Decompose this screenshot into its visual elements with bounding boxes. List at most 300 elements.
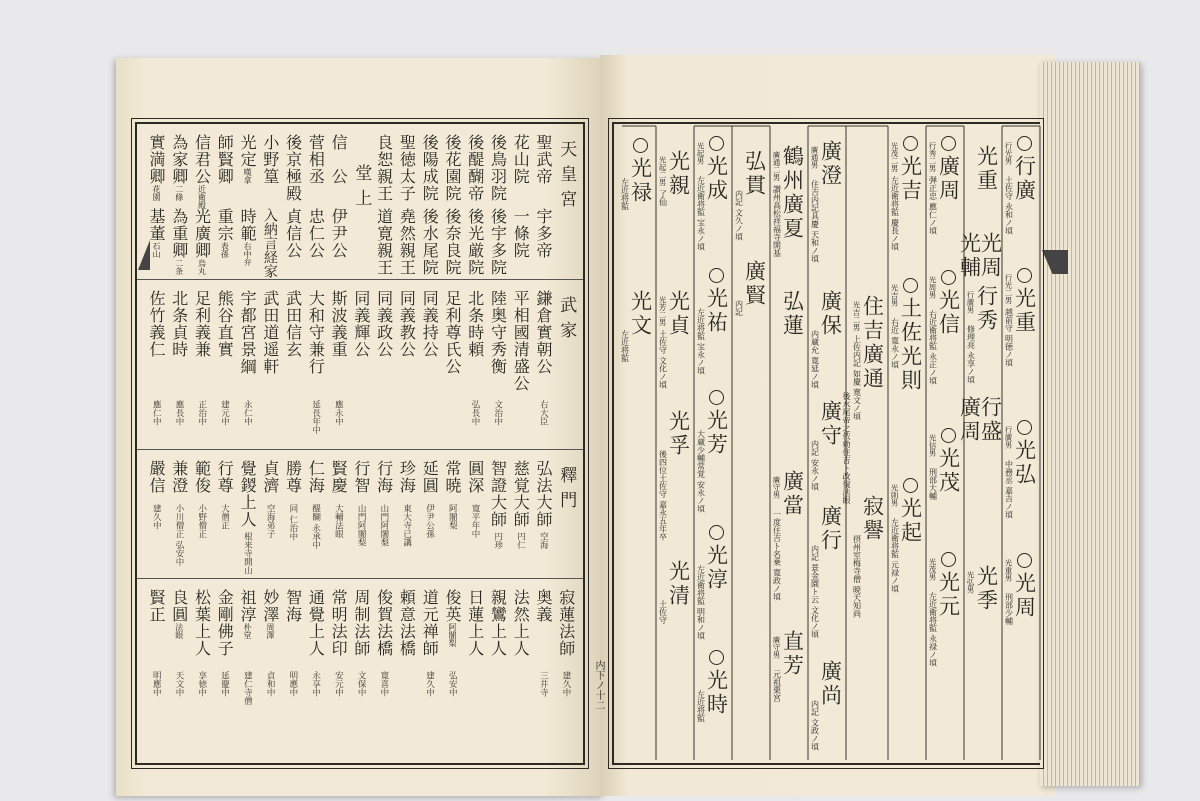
entry-note: 建仁寺僧 [242,671,253,705]
node-main [976,145,997,193]
entry-name [488,460,508,528]
person-name: 光芳 [704,409,729,457]
genealogy-node [773,290,803,338]
entry-column [418,579,440,763]
entry-name-text: 信君公 [192,134,212,185]
relation-label: 光周男 [928,276,937,299]
entry-note: 阿闍梨 [447,504,458,530]
node-main [706,390,727,457]
entry-name [444,589,460,647]
entry-name-lower-text: 後奈良院 [442,208,462,276]
entry-subnote: 石山 [152,242,161,258]
genealogy-node [1004,268,1037,367]
node-annotations [620,138,630,210]
entry-note: 空海 [538,532,549,549]
genealogy-node [772,630,805,702]
node-annotations [890,278,900,369]
entry-note: 寛喜中 [378,671,389,697]
entry-name-text: 頼意法橋 [397,589,417,657]
genealogy-node [696,650,729,722]
entry-column [441,124,463,279]
node-annotations [658,410,668,541]
relation-label: 光起男 [696,142,705,165]
relation-label: 廣通男 [810,146,819,169]
entry-column [191,450,213,578]
succession-circle-icon [941,136,956,151]
entry-column [168,124,190,279]
succession-circle-icon [709,525,724,540]
entry-note: 永享中 [310,671,321,697]
genealogy-node [810,505,843,639]
entry-name-text: 聖武帝 [534,134,554,185]
node-annotations [928,552,938,667]
person-name: 光輔 [957,232,982,280]
entry-name [511,134,531,185]
entry-subnote: 近衛殿 [197,185,207,209]
entry-name-text: 賢慶 [329,460,349,494]
node-annotations [658,150,668,206]
entry-note: 永仁中 [242,400,253,426]
entry-name-text: 行尊 [215,460,235,494]
entry-name-text: 鎌倉實朝公 [534,290,554,375]
person-note: 左近将監 [620,330,630,362]
entry-name [285,290,301,358]
person-name: 行廣 [1012,155,1037,203]
person-note: 内記 景金園ト云 文化ノ頃 [810,545,820,639]
entry-note: 空海弟子 [265,504,276,538]
relation-label: 光信男 [928,434,937,457]
entry-note: 山門阿闍梨 [356,504,367,547]
genealogy-node [810,400,843,491]
node-annotations [950,396,959,397]
entry-name-text: 覺鍐上人 [238,460,258,528]
entry-name-text: 實満卿 [147,134,166,185]
node-main [862,295,883,391]
node-main [820,140,841,188]
person-note: 内記 [734,300,744,316]
person-name: 住吉廣通 [860,295,885,391]
entry-subnote: 右中弁 [243,242,253,266]
genealogy-node [734,260,767,316]
entry-name-text: 道元禅師 [420,589,440,657]
genealogy-node [620,290,653,362]
relation-label: 行光男 [1004,142,1013,165]
person-name: 光清 [666,560,691,608]
entry-name-text: 法然上人 [511,589,531,657]
entry-subnote: 嘆拿 [243,168,253,184]
person-note: 刑部大輔 [928,468,938,500]
entry-column [486,124,508,279]
section-heading: 釋門 [556,466,577,516]
succession-circle-icon [709,390,724,405]
genealogy-node [967,145,997,193]
entry-column [259,450,281,578]
node-main [668,150,689,198]
entry-note: 大僧正 [219,504,230,530]
entry-subnote: 阿闍梨 [447,623,457,647]
entry-column [259,579,281,763]
node-annotations [810,290,820,389]
entry-note: 建元中 [219,400,230,426]
genealogy-node [810,140,843,263]
entry-name [306,460,326,494]
entry-name-text: 常暁 [442,460,462,494]
entry-note: 小川僧正 弘安中 [174,504,185,567]
genealogy-node [696,136,729,251]
person-name: 光吉 [898,155,923,203]
entry-note: 円仁 [515,532,526,549]
entry-name [420,290,440,358]
entry-name-lower-text: 重宗 [215,208,235,242]
entry-name [511,290,531,392]
entry-column [464,280,486,449]
entry-note: 大輔法眼 [333,504,344,538]
entry-name-text: 賢正 [147,589,166,623]
entry-name-text: 行智 [351,460,371,494]
entry-name-text: 珍海 [397,460,417,494]
entry-name [397,134,417,202]
genealogy-node [928,552,961,667]
entry-name [148,589,164,623]
entry-name-lower [397,208,417,276]
entry-column [168,280,190,449]
entry-name-lower-text: 基董 [147,208,166,242]
entry-name [420,134,440,202]
entry-column [486,450,508,578]
node-annotations [966,565,976,594]
entry-name-text: 同義教公 [397,290,417,358]
entry-note: 正治中 [196,400,207,426]
succession-circle-icon [1017,420,1032,435]
person-name: 弘貫 [742,150,767,198]
entry-subnote: 花園 [152,185,161,201]
entry-column [304,280,326,449]
node-main [706,136,727,203]
entry-column [532,280,554,449]
person-note: 讃州高松祥福寺開基 [772,185,782,257]
node-annotations [1004,136,1014,235]
person-name: 廣行 [818,505,843,553]
node-annotations [772,470,782,601]
succession-circle-icon [1017,268,1032,283]
entry-name-text: 武田信玄 [283,290,303,358]
person-name: 土佐光則 [898,297,923,393]
node-annotations [773,290,782,291]
person-name: 直芳 [780,630,805,678]
person-name: 光起 [898,497,923,545]
node-annotations [810,140,820,263]
entry-note: 寛平年中 [469,504,480,538]
entry-name-text: 斯波義重 [329,290,349,358]
genealogy-node [842,392,872,504]
relation-label: 行秀二男 [928,142,937,172]
entry-name-text: 北条貞時 [169,290,189,358]
genealogy-node [967,565,997,613]
genealogy-node [890,478,923,593]
entry-name-lower-text: 道寛親王 [374,208,394,276]
node-main [744,150,765,198]
genealogy-node [966,285,999,384]
node-annotations [734,150,744,241]
genealogy-node [928,428,961,500]
entry-name-lower-text: 後宇多院 [488,208,508,276]
entry-subnote: 表孫 [220,242,230,258]
entry-name [488,134,508,202]
entry-column [304,124,326,279]
node-main [820,505,841,553]
entry-name-lower [215,208,235,258]
entry-name-text: 祖淳 [238,589,258,623]
relation-label: 廣通二男 [772,151,781,181]
entry-name [329,589,349,657]
succession-circle-icon [709,650,724,665]
entry-column [441,579,463,763]
person-note: 土佐守 [658,600,668,624]
node-main [938,270,959,337]
entry-column [418,280,440,449]
entry-name-text: 小野篁 [260,134,280,185]
entry-name [171,134,187,201]
node-main [630,138,651,205]
genealogy-node [696,390,729,513]
node-annotations [966,285,976,384]
node-annotations [620,290,630,362]
entry-name-lower [329,208,349,259]
node-annotations [696,268,706,375]
entry-column [373,280,395,449]
entry-column [555,579,577,763]
person-note: 住吉内記具慶 天和ノ頃 [810,180,820,263]
person-name: 光祐 [704,287,729,335]
person-name: 光重 [1012,287,1037,335]
node-annotations [928,136,938,235]
entry-name [397,460,417,494]
node-annotations [810,660,820,751]
node-main [959,396,980,444]
entry-name [353,589,369,657]
person-note: 上佐内記 如慶 寛文ノ頃 [852,335,862,421]
node-annotations [1004,268,1014,367]
node-annotations [967,145,976,146]
person-note: 左近将監 宝永ノ頃 [696,308,706,375]
person-note: 摂州室梅寺僧 暁天知尚 [852,535,862,618]
entry-name-lower [194,208,210,275]
entry-subnote: 二条 [174,259,184,275]
entry-column [145,124,167,279]
entry-name-text: 同義持公 [420,290,440,358]
node-main [668,410,689,458]
entry-name [376,290,392,358]
entry-name-lower [171,208,187,275]
genealogy-node [620,138,653,210]
entry-name [534,290,554,375]
entry-note: 小野僧正 [196,504,207,538]
genealogy-node [1004,136,1037,235]
person-name: 光禄 [628,157,653,205]
genealogy-node [658,290,691,389]
entry-name [534,460,554,528]
person-note: 左近将監 [620,178,630,210]
entry-name-text: 妙澤 [260,589,280,623]
entry-name-lower [148,208,164,258]
genealogy-node [696,268,729,375]
entry-name-text: 智海 [283,589,303,623]
entry-name-text: 陸奥守秀衡 [488,290,508,375]
node-main [1014,268,1035,335]
entry-name [285,589,301,623]
entry-column [213,280,235,449]
node-annotations [810,505,820,639]
entry-note: 享徳中 [196,671,207,697]
entry-column [509,124,531,279]
entry-name-lower [285,208,301,259]
node-annotations [950,232,959,233]
entry-name-text: 佐竹義仁 [147,290,166,358]
entry-name [353,460,369,494]
node-annotations [772,630,782,702]
entry-name-text: 俊賀法橋 [374,589,394,657]
person-note: 左近衛将監 宝永ノ頃 [696,176,706,251]
entry-name-lower-text: 伊尹公 [329,208,349,259]
entry-name [534,134,554,185]
relation-label: 光弘男 [966,571,975,594]
entry-column [327,124,349,279]
node-main [706,525,727,592]
entry-column [213,450,235,578]
person-name: 行盛 [978,396,1003,444]
node-main [980,396,1001,444]
node-annotations [658,290,668,389]
person-name: 行秀 [974,285,999,333]
person-note: 元祖栗宮 [772,670,782,702]
entry-note: 山門阿闍梨 [378,504,389,547]
entry-column [259,280,281,449]
page-label: 内下ノ十二 [593,660,604,710]
entry-column [327,450,349,578]
person-name: 光信 [936,289,961,337]
person-note: 左近衛将監 慶長ノ頃 [890,176,900,251]
person-note: 大蔵少輔常覚 安永ノ頃 [696,430,706,513]
node-main [959,232,980,280]
entry-name-text: 後花園院 [442,134,462,202]
entry-column [373,124,395,279]
person-name: 光文 [628,290,653,338]
entry-name-lower-text: 後水尾院 [420,208,440,276]
section-buddhist [137,450,583,579]
node-annotations [696,390,706,513]
entry-name [238,134,258,184]
entry-column [191,124,213,279]
entry-column [532,450,554,578]
person-note: 内記 文久ノ頃 [734,190,744,241]
entry-name [420,460,440,494]
entry-name-text: 兼澄 [169,460,189,494]
node-main [744,260,765,308]
entry-note: 天文中 [174,671,185,697]
person-note: 土佐守 文化ノ頃 [658,330,668,389]
person-name: 光周 [978,232,1003,280]
entry-note: 根来寺開山 [242,532,253,575]
person-name: 光貞 [666,290,691,338]
succession-circle-icon [941,270,956,285]
relation-label: 光茂男 [928,558,937,581]
entry-note: 應長中 [174,400,185,426]
entry-column [168,450,190,578]
person-name: 廣周 [957,396,982,444]
node-annotations [890,136,900,251]
person-note: 一度住吉ト名乗 寛政ノ頃 [772,510,782,601]
entry-name-lower [263,208,277,278]
entry-column [350,280,372,449]
entry-name-text: 慈覚大師 [511,460,531,528]
entry-name-text: 俊英 [442,589,462,623]
node-annotations [734,260,744,316]
entry-note: 延長年中 [310,400,321,434]
entry-name-text: 後鳥羽院 [488,134,508,202]
genealogy-node [1004,553,1037,625]
entry-note: 醍醐 永承中 [310,504,321,550]
entry-name-text: 足利尊氏公 [442,290,462,375]
node-main [820,290,841,338]
entry-name-text: 良恕親王 [374,134,394,202]
person-note: 右近衛将監 永正ノ頃 [928,310,938,385]
entry-name-text: 後京極殿 [283,134,303,202]
person-name: 廣尚 [818,660,843,708]
section-heading: 天皇宮 [556,140,577,215]
entry-name-text: 北条時頼 [465,290,485,358]
entry-name-text: 大和守兼行 [306,290,326,375]
entry-note: 文保中 [356,671,367,697]
entry-name-text: 平相國清盛公 [511,290,531,392]
person-note: 左近将監 [696,690,706,722]
entry-column [282,579,304,763]
entry-name [194,134,210,209]
entry-name [262,290,278,375]
node-main [668,560,689,608]
person-note: 弾正忠 應仁ノ頃 [928,176,938,235]
entry-subnote: 法眼 [174,623,184,639]
entry-column [418,450,440,578]
node-main [862,495,883,543]
entry-name-text: 後陽成院 [420,134,440,202]
person-name: 光親 [666,150,691,198]
entry-name-text: 後醍醐帝 [465,134,485,202]
entry-column [464,579,486,763]
entry-column [395,280,417,449]
person-note: 左近衛将監 明和ノ頃 [696,565,706,640]
person-name: 光重 [974,145,999,193]
entry-name-lower [306,208,326,259]
entry-column [464,124,486,279]
person-name: 廣守 [818,400,843,448]
node-annotations [842,392,851,504]
entry-note: 貞和中 [265,671,276,697]
entry-name [262,589,278,639]
entry-subnote: 二條 [174,185,184,201]
entry-name-lower [511,208,531,259]
entry-column [236,124,258,279]
person-note: 修理亮 永享ノ頃 [966,325,976,384]
person-name: 鶴州廣夏 [780,145,805,241]
entry-name-text: 圓深 [465,460,485,494]
entry-name-text: 仁海 [306,460,326,494]
entry-name-lower-text: 時範 [238,208,258,242]
node-main [630,290,651,338]
entry-note: 円珍 [492,532,503,549]
entry-column [191,280,213,449]
section-buddhist-2 [137,579,583,763]
entry-name-text: 勝尊 [283,460,303,494]
